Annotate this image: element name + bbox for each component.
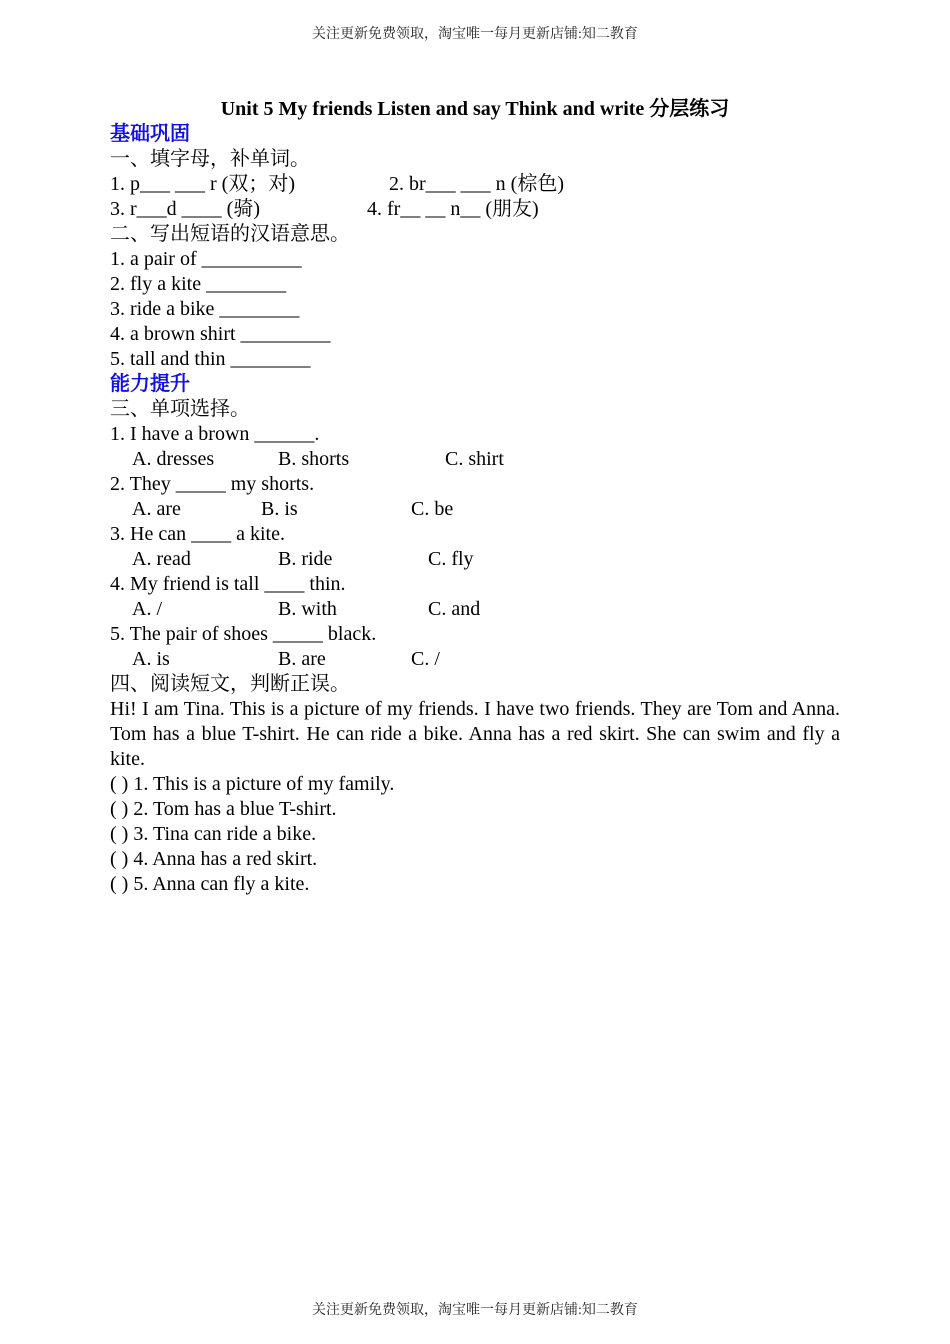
choice-question-4: 4. My friend is tall ____ thin. [110,573,346,595]
fill-item-4: 4. fr__ __ n__ (朋友) [367,198,539,220]
option-a: A. is [132,648,170,670]
page-footer: 关注更新免费领取，淘宝唯一每月更新店铺:知二教育 [312,1303,638,1318]
part2-instruction: 二、写出短语的汉语意思。 [110,223,350,245]
fill-item-3: 3. r___d ____ (骑) [110,198,260,220]
option-b: B. ride [278,548,333,570]
option-c: C. / [411,648,440,670]
choice-question-3: 3. He can ____ a kite. [110,523,285,545]
option-a: A. read [132,548,191,570]
option-c: C. shirt [445,448,504,470]
option-c: C. fly [428,548,474,570]
judge-statement-5: ( ) 5. Anna can fly a kite. [110,873,310,895]
option-c: C. and [428,598,481,620]
phrase-item-4: 4. a brown shirt _________ [110,323,331,345]
choice-options-4 [110,597,840,622]
option-a: A. dresses [132,448,215,470]
option-b: B. are [278,648,326,670]
part4-instruction: 四、阅读短文，判断正误。 [110,673,350,695]
option-a: A. are [132,498,181,520]
part1-instruction: 一、填字母，补单词。 [110,148,310,170]
phrase-item-1: 1. a pair of __________ [110,248,302,270]
option-b: B. shorts [278,448,350,470]
reading-passage: Hi! I am Tina. This is a picture of my friends. I have two friends. They are Tom and Anna. Tom has a blue T-shirt. He can ride a bike. Anna has a red skirt. She can swim and fly a kite. [110,698,840,770]
page-header: 关注更新免费领取，淘宝唯一每月更新店铺:知二教育 [312,27,638,42]
choice-options-2 [110,497,840,522]
part1-row-2 [110,197,840,222]
option-a: A. / [132,598,162,620]
choice-options-5 [110,647,840,672]
phrase-item-3: 3. ride a bike ________ [110,298,300,320]
choice-question-2: 2. They _____ my shorts. [110,473,315,495]
judge-statement-4: ( ) 4. Anna has a red skirt. [110,848,318,870]
choice-question-1: 1. I have a brown ______. [110,423,320,445]
option-c: C. be [411,498,454,520]
part3-instruction: 三、单项选择。 [110,398,250,420]
fill-item-2: 2. br___ ___ n (棕色) [389,173,564,195]
choice-question-5: 5. The pair of shoes _____ black. [110,623,377,645]
phrase-item-5: 5. tall and thin ________ [110,348,311,370]
choice-options-1 [110,447,840,472]
section-heading-basic: 基础巩固 [110,123,190,145]
option-b: B. with [278,598,337,620]
worksheet-title: Unit 5 My friends Listen and say Think and write 分层练习 [220,98,730,120]
fill-item-1: 1. p___ ___ r (双；对) [110,173,295,195]
judge-statement-1: ( ) 1. This is a picture of my family. [110,773,395,795]
option-b: B. is [261,498,298,520]
section-heading-advanced: 能力提升 [110,373,190,395]
phrase-item-2: 2. fly a kite ________ [110,273,287,295]
part1-row-1 [110,172,840,197]
worksheet-content [110,97,840,897]
judge-statement-2: ( ) 2. Tom has a blue T-shirt. [110,798,337,820]
judge-statement-3: ( ) 3. Tina can ride a bike. [110,823,317,845]
choice-options-3 [110,547,840,572]
